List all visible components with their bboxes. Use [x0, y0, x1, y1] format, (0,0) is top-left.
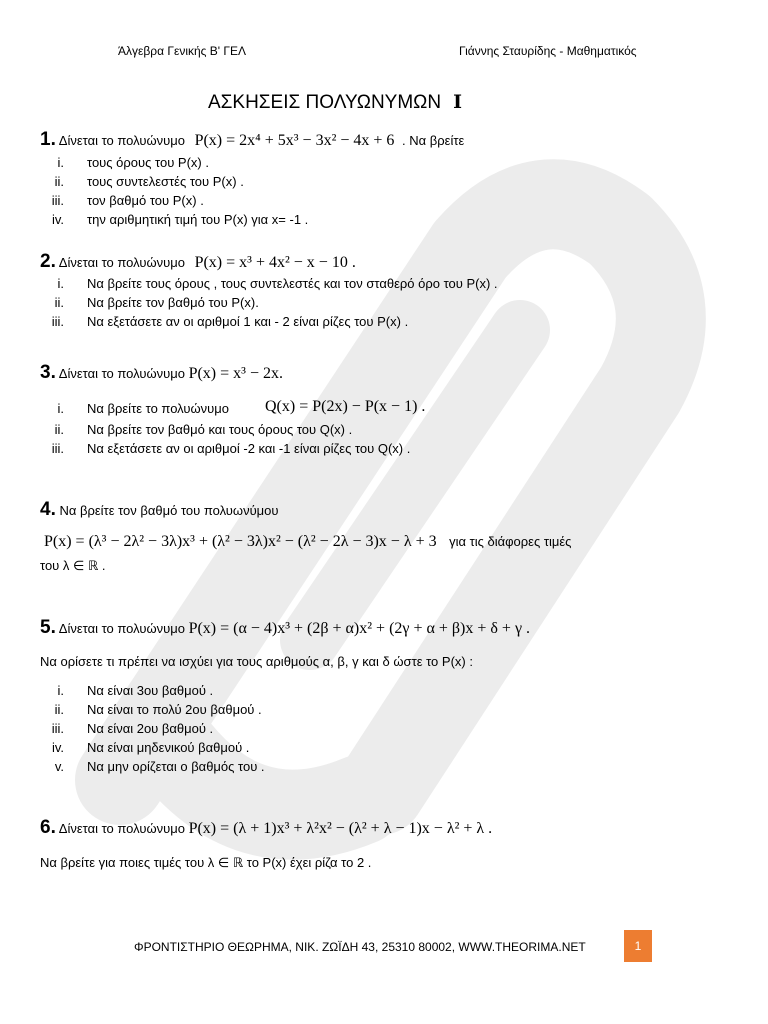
question-formula: P(x) = (λ + 1)x³ + λ²x² − (λ² + λ − 1)x − λ² + λ .	[188, 820, 493, 837]
question-intro: Δίνεται το πολυώνυμο	[58, 133, 185, 148]
list-item-text: Να βρείτε τον βαθμό του P(x).	[87, 295, 259, 310]
question-intro: Δίνεται το πολυώνυμο	[58, 255, 185, 270]
title-text: ΑΣΚΗΣΕΙΣ ΠΟΛΥΩΝΥΜΩΝ	[208, 92, 442, 113]
list-item-text: Να βρείτε τον βαθμό και τους όρους του Q(x) .	[87, 422, 353, 437]
header-right: Γιάννης Σταυρίδης - Μαθηματικός	[459, 44, 637, 58]
question-number: 1.	[40, 129, 56, 150]
list-item-text: Να βρείτε το πολυώνυμο	[87, 401, 229, 416]
list-item-number: iii.	[51, 314, 64, 329]
question-number: 4.	[40, 499, 56, 520]
question-number: 5.	[40, 617, 56, 638]
question-number: 2.	[40, 251, 56, 272]
list-item-number: iv.	[51, 740, 64, 755]
list-item-number: iii.	[51, 193, 64, 208]
question-tail: . Να βρείτε	[402, 133, 465, 148]
question-5-prompt: Να ορίσετε τι πρέπει να ισχύει για τους αριθμούς α, β, γ και δ ώστε το P(x) :	[40, 654, 473, 669]
question-6	[40, 817, 492, 839]
question-intro: Δίνεται το πολυώνυμο	[58, 821, 185, 836]
question-2	[40, 251, 356, 273]
question-formula: P(x) = 2x⁴ + 5x³ − 3x² − 4x + 6	[194, 132, 395, 149]
question-formula: P(x) = x³ − 2x.	[188, 365, 283, 382]
footer-text: ΦΡΟΝΤΙΣΤΗΡΙΟ ΘΕΩΡΗΜΑ, ΝΙΚ. ΖΩΪΔΗ 43, 25310 80002, WWW.THEORIMA.NET	[134, 940, 586, 954]
list-item-number: i.	[57, 683, 64, 698]
list-item-text: Να είναι 3ου βαθμού .	[87, 683, 214, 698]
list-item-text: Να μην ορίζεται ο βαθμός του .	[87, 759, 265, 774]
question-4	[40, 499, 279, 521]
question-5	[40, 617, 530, 639]
question-6-prompt: Να βρείτε για ποιες τιμές του λ ∈ ℝ το P(x) έχει ρίζα το 2 .	[40, 855, 372, 870]
question-intro: Να βρείτε τον βαθμό του πολυωνύμου	[59, 503, 279, 518]
question-formula: P(x) = (λ³ − 2λ² − 3λ)x³ + (λ² − 3λ)x² − (λ² − 2λ − 3)x − λ + 3	[44, 533, 437, 550]
question-intro: Δίνεται το πολυώνυμο	[58, 621, 185, 636]
list-item-formula: Q(x) = P(2x) − P(x − 1) .	[265, 398, 426, 415]
list-item-number: ii.	[54, 174, 64, 189]
title-roman: Ι	[453, 91, 462, 113]
list-item-text: τους όρους του P(x) .	[87, 155, 209, 170]
list-item-number: ii.	[54, 295, 64, 310]
question-formula: P(x) = (α − 4)x³ + (2β + α)x² + (2γ + α + β)x + δ + γ .	[188, 620, 531, 637]
list-item-text: Να εξετάσετε αν οι αριθμοί 1 και - 2 είναι ρίζες του P(x) .	[87, 314, 409, 329]
list-item-number: ii.	[54, 422, 64, 437]
question-formula: P(x) = x³ + 4x² − x − 10 .	[194, 254, 356, 271]
header-left: Άλγεβρα Γενικής Β' ΓΕΛ	[118, 44, 247, 58]
list-item-number: iv.	[51, 212, 64, 227]
question-4-line3: του λ ∈ ℝ .	[40, 558, 106, 573]
question-4-formula-line	[44, 533, 571, 551]
list-item-number: i.	[57, 155, 64, 170]
list-item-number: i.	[57, 276, 64, 291]
question-tail: για τις διάφορες τιμές	[449, 534, 572, 549]
question-intro: Δίνεται το πολυώνυμο	[58, 366, 185, 381]
list-item-text: Να είναι μηδενικού βαθμού .	[87, 740, 250, 755]
list-item-number: iii.	[51, 441, 64, 456]
question-number: 3.	[40, 362, 56, 383]
list-item-text: τους συντελεστές του P(x) .	[87, 174, 244, 189]
list-item-text: την αριθμητική τιμή του P(x) για x= -1 .	[87, 212, 309, 227]
page-title	[208, 91, 462, 114]
list-item-number: iii.	[51, 721, 64, 736]
list-item-text: Να είναι το πολύ 2ου βαθμού .	[87, 702, 262, 717]
list-item-text: τον βαθμό του P(x) .	[87, 193, 204, 208]
list-item-text: Να είναι 2ου βαθμού .	[87, 721, 214, 736]
question-3	[40, 362, 283, 384]
list-item-text: Να βρείτε τους όρους , τους συντελεστές και τον σταθερό όρο του P(x) .	[87, 276, 498, 291]
question-number: 6.	[40, 817, 56, 838]
question-1	[40, 129, 464, 151]
list-item-number: v.	[54, 759, 64, 774]
list-item-number: ii.	[54, 702, 64, 717]
page-number: 1	[624, 930, 652, 962]
list-item-number: i.	[57, 401, 64, 416]
list-item-text: Να εξετάσετε αν οι αριθμοί -2 και -1 είναι ρίζες του Q(x) .	[87, 441, 411, 456]
